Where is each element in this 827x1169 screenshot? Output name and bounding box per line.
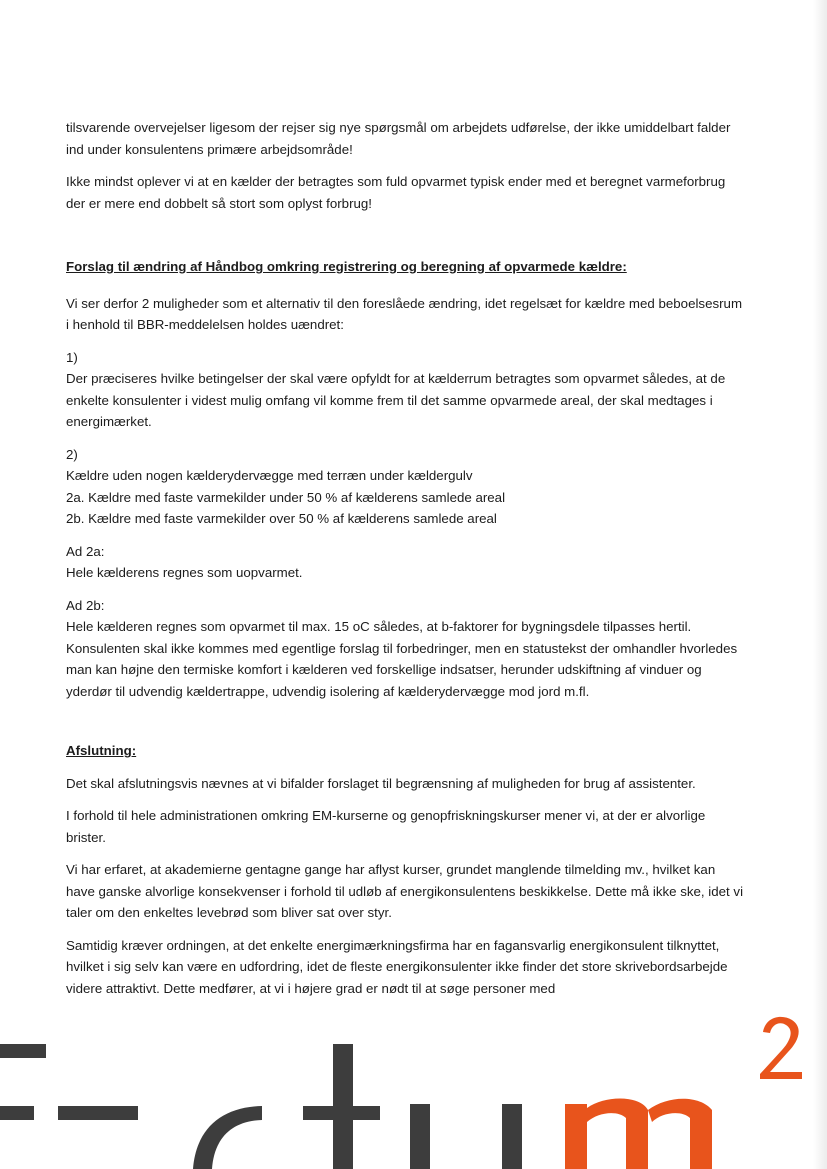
paragraph-proposal-intro: Vi ser derfor 2 muligheder som et alternativ til den foreslåede ændring, idet regelsæt for kældre med beboelsesrum i henhold til BBR-meddelelsen holdes uændret: <box>66 295 743 332</box>
item-2b-line: 2b. Kældre med faste varmekilder over 50 % af kælderens samlede areal <box>66 511 497 526</box>
logo-letter-a <box>58 1106 138 1120</box>
item-1-label: 1) <box>66 349 78 365</box>
ad-2a-label: Ad 2a: <box>66 543 105 559</box>
ad-2a-text: Hele kælderens regnes som uopvarmet. <box>66 565 303 580</box>
paragraph-responsible-consultant: Samtidig kræver ordningen, at det enkelte energimærkningsfirma har en fagansvarlig energikonsulent tilknyttet, hvilket i sig selv kan være en udfordring, idet de fleste energikonsulenter ikke finder det store skrivebordsarbejde videre attraktivt. Dette medfører, at vi i højere grad er nødt til at søge personer med <box>66 937 728 996</box>
logo-letter-m <box>565 1098 712 1169</box>
document-body <box>66 117 746 999</box>
paragraph-administration: I forhold til hele administrationen omkring EM-kurserne og genopfriskningskurser mener vi, at der er alvorlige brister. <box>66 808 706 845</box>
section-heading-proposal: Forslag til ændring af Håndbog omkring registrering og beregning af opvarmede kældre: <box>66 259 627 274</box>
logo-letter-f <box>0 1044 46 1120</box>
item-2-line: Kældre uden nogen kælderydervægge med terræn under kældergulv <box>66 468 473 483</box>
logo-letter-c <box>193 1106 262 1169</box>
factum2-logo <box>0 1000 827 1169</box>
paragraph-considerations: tilsvarende overvejelser ligesom der rejser sig nye spørgsmål om arbejdets udførelse, der ikke umiddelbart falder ind under konsulentens primære arbejdsområde! <box>66 120 731 157</box>
paragraph-heat-consumption: Ikke mindst oplever vi at en kælder der betragtes som fuld opvarmet typisk ender med et beregnet varmeforbrug der er mere end dobbelt så stort som oplyst forbrug! <box>66 174 726 211</box>
paragraph-assistants: Det skal afslutningsvis nævnes at vi bifalder forslaget til begrænsning af muligheden for brug af assistenter. <box>66 775 696 791</box>
ad-2b-text: Hele kælderen regnes som opvarmet til max. 15 oC således, at b-faktorer for bygningsdele tilpasses hertil. Konsulenten skal ikke kommes med egentlige forslag til forbedringer, men en statustekst der omhandler hvorledes man kan højne den termiske komfort i kælderen ved forskellige indsatser, herunder udskiftning af vinduer og yderdør til udvendig kældertrappe, udvendig isolering af kælderydervægge mod jord m.fl. <box>66 619 738 699</box>
item-2-label: 2) <box>66 446 78 462</box>
ad-2b-label: Ad 2b: <box>66 597 105 613</box>
logo-letter-t <box>303 1044 380 1169</box>
page-edge-shadow <box>813 0 827 1169</box>
paragraph-cancelled-courses: Vi har erfaret, at akademierne gentagne gange har aflyst kurser, grundet manglende tilmelding mv., hvilket kan have ganske alvorlige konsekvenser i forhold til udløb af energikonsulentens beskikkelse. Dette må ikke ske, idet vi taler om den enkeltes levebrød som bliver sat over styr. <box>66 862 744 920</box>
logo-letter-u <box>410 1104 522 1169</box>
section-heading-conclusion: Afslutning: <box>66 743 137 758</box>
item-1-text: Der præciseres hvilke betingelser der skal være opfyldt for at kælderrum betragtes som opvarmet således, at de enkelte konsulenter i videst mulig omfang vil komme frem til det samme opvarmede areal, der skal medtages i energimærket. <box>66 371 726 429</box>
logo-superscript-2 <box>760 1017 802 1079</box>
item-2a-line: 2a. Kældre med faste varmekilder under 50 % af kælderens samlede areal <box>66 489 506 505</box>
